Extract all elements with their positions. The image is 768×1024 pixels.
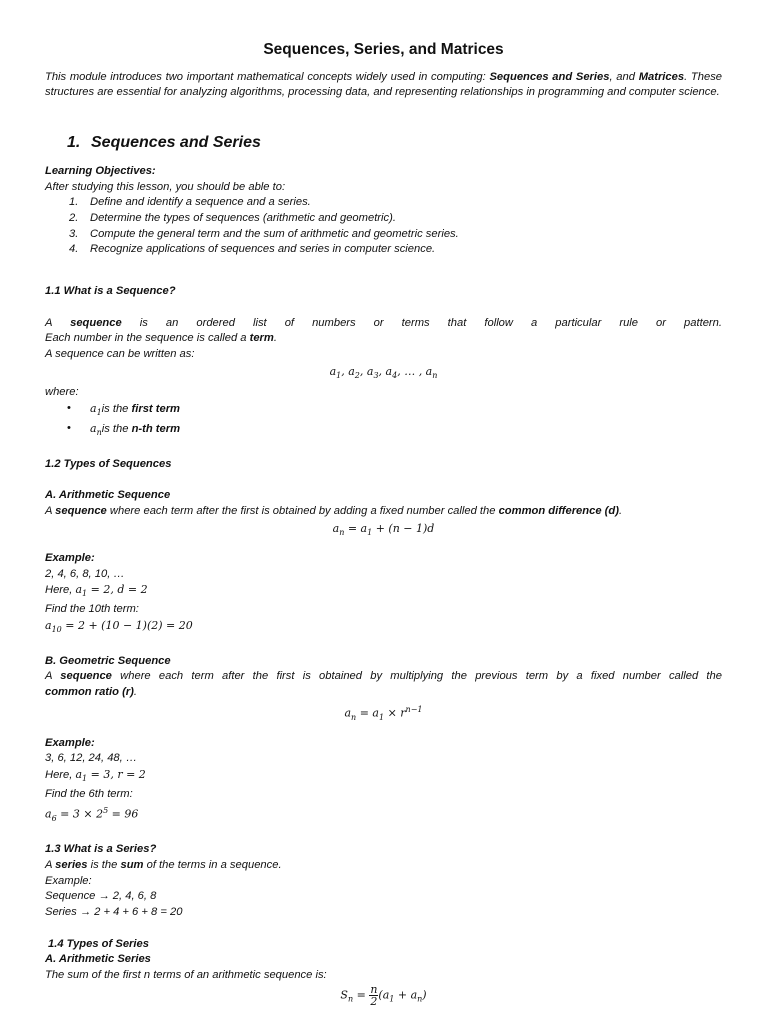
paragraph: A sequence can be written as: (45, 348, 195, 361)
text: . (133, 686, 137, 699)
bold-term: first term (131, 402, 181, 415)
example-formula: $a_6 = 3 \times 2^5 = 96$ (45, 805, 139, 823)
bold-term: sequence (70, 316, 122, 329)
example-line: Here, $a_1 = 3$, r = 2 (45, 768, 146, 784)
list-item (45, 211, 722, 227)
bold-term: sum (120, 858, 144, 871)
text: . (273, 332, 277, 345)
text: Here, (45, 769, 76, 782)
text: is the (101, 422, 132, 435)
list-number: 3. (69, 227, 79, 240)
paragraph (45, 858, 722, 874)
text: is an ordered list of numbers or terms that follow a particular rule or pattern. (121, 316, 722, 329)
list-text: Recognize applications of sequences and series in computer science. (90, 243, 436, 256)
intro-text: . These structures are essential for analyzing algorithms, processing data, and representing relationships in programming and computer science. (45, 70, 723, 99)
intro-bold-term: Matrices (638, 70, 685, 83)
bold-term: term (249, 332, 274, 345)
subsection-heading: 1.3 What is a Series? (45, 843, 157, 856)
list-item: • $a_nis$ the n-th term (45, 421, 722, 441)
text: where each term after the first is obtained by multiplying the previous term by a fixed number called the (111, 670, 722, 683)
paragraph (45, 316, 722, 332)
paragraph (45, 331, 722, 347)
paragraph (45, 685, 722, 701)
text: A (45, 504, 56, 517)
arithmetic-series-formula: $S_n$ = $\frac{n}{2}$ $(a_1 + a_n)$ (340, 982, 427, 1008)
example-line: Series → 2 + 4 + 6 + 8 = 20 (45, 906, 183, 919)
text: Here, (45, 584, 76, 597)
text: Each number in the sequence is called a (45, 332, 250, 345)
bold-term: common difference (d) (498, 504, 619, 517)
example-line: 3, 6, 12, 24, 48, … (45, 752, 138, 765)
bullet-list (45, 401, 722, 441)
intro-paragraph (45, 70, 722, 101)
subsection-heading: A. Arithmetic Sequence (45, 489, 171, 502)
list-number: 1. (69, 196, 79, 209)
arithmetic-formula: $a_n = a_1 + (n - 1)d$ (332, 521, 435, 537)
list-item (45, 227, 722, 243)
example-line: 2, 4, 6, 8, 10, … (45, 567, 125, 580)
paragraph (45, 504, 722, 520)
list-item (45, 195, 722, 211)
objectives-list (45, 195, 722, 258)
text: A (45, 670, 61, 683)
bold-term: n-th term (131, 422, 181, 435)
subsection-heading: 1.4 Types of Series (48, 937, 149, 950)
geometric-formula: $a_n = a_1 \times r^{n-1}$ (344, 704, 423, 722)
bold-term: series (55, 858, 88, 871)
objectives-heading: Learning Objectives: (45, 164, 156, 177)
text: is the (101, 402, 132, 415)
list-text: Define and identify a sequence and a series. (90, 196, 311, 209)
section-heading (67, 135, 722, 151)
example-line: Sequence → 2, 4, 6, 8 (45, 890, 157, 903)
bold-term: sequence (60, 670, 112, 683)
example-line: Example: (45, 874, 92, 887)
subsection-heading: A. Arithmetic Series (45, 953, 151, 966)
paragraph: where: (45, 386, 79, 399)
example-formula: $a_{10} = 2 + (10 - 1)(2) = 20$ (45, 618, 193, 634)
intro-text: This module introduces two important mathematical concepts widely used in computing: (45, 70, 490, 83)
text: of the terms in a sequence. (143, 858, 282, 871)
section-title: Sequences and Series (91, 134, 261, 152)
list-number: 2. (69, 211, 79, 224)
list-text: Determine the types of sequences (arithmetic and geometric). (90, 211, 396, 224)
subsection-heading: 1.2 Types of Sequences (45, 457, 172, 470)
text: is the (87, 858, 121, 871)
example-line: Find the 6th term: (45, 787, 133, 800)
example-heading: Example: (45, 551, 95, 564)
subsection-heading: 1.1 What is a Sequence? (45, 285, 176, 298)
objectives-intro: After studying this lesson, you should be able to: (45, 180, 286, 193)
section-number: 1. (67, 134, 81, 152)
text: A (45, 858, 56, 871)
list-item: • $a_1is$ the first term (45, 401, 722, 421)
text: A (45, 316, 71, 329)
example-line: Find the 10th term: (45, 603, 139, 616)
page-title: Sequences, Series, and Matrices (263, 41, 504, 58)
subsection-heading: B. Geometric Sequence (45, 654, 171, 667)
paragraph: The sum of the first n terms of an arithmetic sequence is: (45, 969, 327, 982)
document-page (45, 38, 722, 1009)
list-number: 4. (69, 243, 79, 256)
sequence-formula: $a_1$, $a_2$, $a_3$, $a_4$, … , $a_n$ (329, 364, 438, 381)
bold-term: sequence (55, 504, 107, 517)
paragraph (45, 669, 722, 685)
example-line: Here, $a_1 = 2$, d = 2 (45, 583, 148, 599)
intro-text: , and (609, 70, 639, 83)
list-item (45, 242, 722, 258)
bold-term: common ratio (r) (45, 686, 134, 699)
list-text: Compute the general term and the sum of arithmetic and geometric series. (90, 227, 459, 240)
intro-bold-term: Sequences and Series (489, 70, 610, 83)
text: . (618, 504, 623, 517)
text: where each term after the first is obtained by adding a fixed number called the (106, 504, 499, 517)
example-heading: Example: (45, 736, 95, 749)
